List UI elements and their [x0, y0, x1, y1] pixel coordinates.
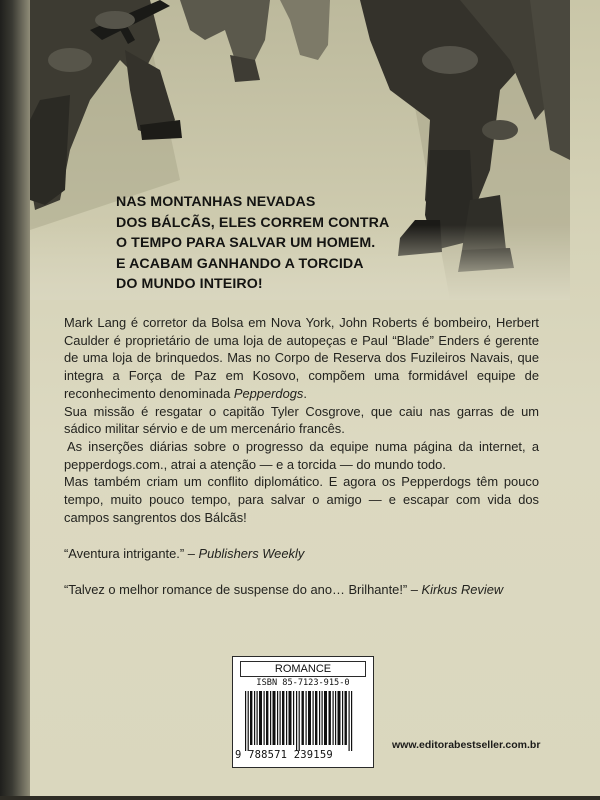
quote-source: Publishers Weekly — [198, 546, 305, 561]
review-quote — [64, 545, 304, 562]
tagline-line: DO MUNDO INTEIRO! — [116, 276, 263, 292]
synopsis — [64, 314, 539, 526]
publisher-website: www.editorabestseller.com.br — [392, 739, 541, 751]
tagline-line: DOS BÁLCÃS, ELES CORREM CONTRA — [116, 214, 390, 231]
tagline-line: O TEMPO PARA SALVAR UM HOMEM. — [116, 235, 376, 251]
tagline — [116, 192, 426, 295]
bottom-edge — [0, 796, 600, 800]
isbn-text: ISBN 85-7123-915-0 — [256, 678, 350, 688]
synopsis-paragraph — [64, 314, 539, 403]
review-quote — [64, 581, 503, 598]
genre-label: ROMANCE — [240, 661, 366, 677]
tagline-line: NAS MONTANHAS NEVADAS — [116, 194, 316, 210]
synopsis-text: Mark Lang é corretor da Bolsa em Nova York, John Roberts é bombeiro, Herbert Caulder é proprietário de uma loja de autopeças e Paul “Blade” Enders é gerente de uma loja de brinquedos. Mas no Corpo de Reserva dos Fuzileiros Navais, que integra a Força de Paz em Kosovo, compõem uma formidável equipe de reconhecimento denominada — [64, 315, 539, 401]
ean-left-group: 788571 — [248, 749, 288, 761]
barcode-bars — [243, 691, 363, 751]
quote-source: Kirkus Review — [421, 582, 504, 597]
team-name: Pepperdogs — [233, 385, 304, 401]
quote-text: “Talvez o melhor romance de suspense do ano… Brilhante!” – — [64, 582, 422, 597]
spine-edge — [0, 0, 30, 800]
synopsis-paragraph: Sua missão é resgatar o capitão Tyler Cosgrove, que caiu nas garras de um sádico militar sérvio e de um mercenário francês. — [64, 403, 539, 437]
quote-text: “Aventura intrigante.” – — [64, 546, 199, 561]
synopsis-paragraph: As inserções diárias sobre o progresso da equipe numa página da internet, a pepperdogs.com., atrai a atenção — e a torcida — do mundo todo. — [64, 438, 539, 472]
ean-first-digit: 9 — [235, 749, 242, 761]
synopsis-text: . — [303, 385, 307, 401]
tagline-line: E ACABAM GANHANDO A TORCIDA — [116, 255, 364, 272]
ean-right-group: 239159 — [293, 749, 333, 761]
synopsis-paragraph: Mas também criam um conflito diplomático. E agora os Pepperdogs têm pouco tempo, muito pouco tempo, para salvar o amigo — e escapar com vida dos campos sangrentos dos Bálcãs! — [64, 474, 539, 525]
barcode-label — [232, 656, 374, 768]
ean-number — [235, 749, 371, 761]
